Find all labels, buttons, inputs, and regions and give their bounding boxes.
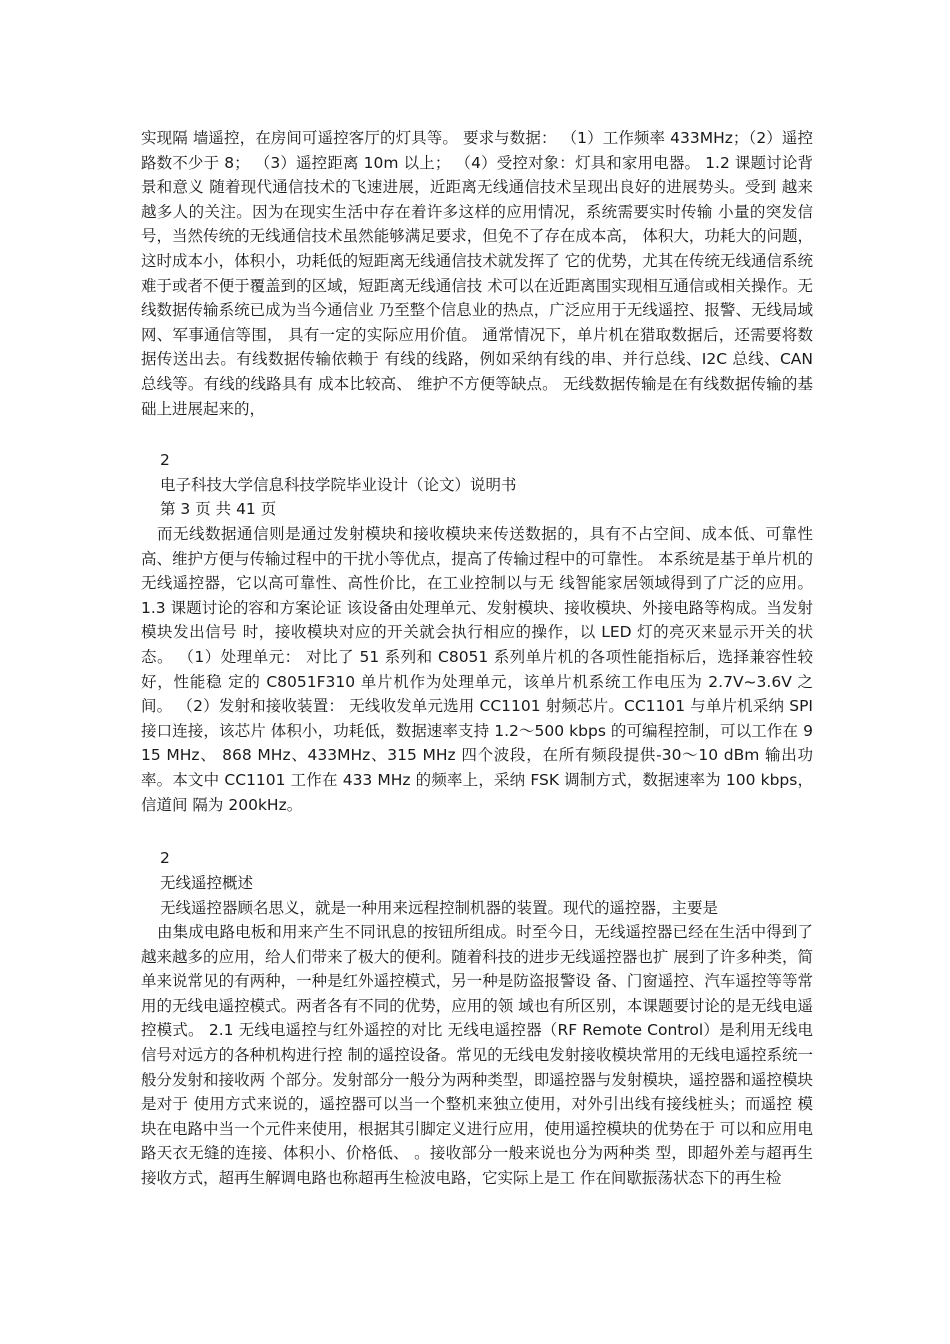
body-paragraph-3: 由集成电路电板和用来产生不同讯息的按钮所组成。时至今日，无线遥控器已经在生活中得到了越来越多的应用，给人们带来了极大的便利。随着科技的进步无线遥控器也扩 展到了许多种类，简单来说常见的有两种，一种是红外遥控模式，另一种是防盗报警设 备、门窗遥控、汽车遥控等等常用的无线电遥控模式。两者各有不同的优势，应用的领 域也有所区别，本课题要讨论的是无线电遥控模式。 2.1 无线电遥控与红外遥控的对比 无线电遥控器（RF Remote Control）是利用无线电信号对远方的各种机构进行控 制的遥控设备。常见的无线电发射接收模块常用的无线电遥控系统一般分发射和接收两 个部分。发射部分一般分为两种类型，即遥控器与发射模块，遥控器和遥控模块是对于 使用方式来说的，遥控器可以当一个整机来独立使用，对外引出线有接线桩头；而遥控 模块在电路中当一个元件来使用，根据其引脚定义进行应用，使用遥控模块的优势在于 可以和应用电路天衣无缝的连接、体积小、价格低、 。接收部分一般来说也分为两种类 型，即超外差与超再生接收方式，超再生解调电路也称超再生检波电路，它实际上是工 作在间歇振荡状态下的再生检	[141, 923, 813, 1187]
page-info: 第 3 页 共 41 页	[160, 500, 277, 518]
section-title: 无线遥控概述	[160, 874, 254, 892]
body-paragraph-2: 而无线数据通信则是通过发射模块和接收模块来传送数据的，具有不占空间、成本低、可靠性高、维护方便与传输过程中的干扰小等优点，提高了传输过程中的可靠性。 本系统是基于单片机的无线遥控器，它以高可靠性、高性价比，在工业控制以与无 线智能家居领域得到了广泛的应用。 1.3 课题讨论的容和方案论证 该设备由处理单元、发射模块、接收模块、外接电路等构成。当发射模块发出信号 时，接收模块对应的开关就会执行相应的操作，以 LED 灯的亮灭来显示开关的状态。 （1）处理单元： 对比了 51 系列和 C8051 系列单片机的各项性能指标后，选择兼容性较好，性能稳 定的 C8051F310 单片机作为处理单元，该单片机系统工作电压为 2.7V~3.6V 之间。 （2）发射和接收装置： 无线收发单元选用 CC1101 射频芯片。CC1101 与单片机采纳 SPI 接口连接，该芯片 体积小，功耗低，数据速率支持 1.2～500 kbps 的可编程控制，可以工作在 915 MHz、 868 MHz、433MHz、315 MHz 四个波段，在所有频段提供-30～10 dBm 输出功率。本文中 CC1101 工作在 433 MHz 的频率上，采纳 FSK 调制方式，数据速率为 100 kbps，信道间 隔为 200kHz。	[141, 525, 813, 814]
document-header-title: 电子科技大学信息科技学院毕业设计（论文）说明书	[160, 476, 517, 494]
page-number: 2	[160, 451, 170, 469]
page-number: 2	[160, 849, 170, 867]
body-line: 无线遥控器顾名思义，就是一种用来远程控制机器的装置。现代的遥控器，主要是	[160, 899, 719, 917]
body-paragraph-1: 实现隔 墙遥控，在房间可遥控客厅的灯具等。 要求与数据： （1）工作频率 433MHz；（2）遥控路数不少于 8； （3）遥控距离 10m 以上； （4）受控对象：灯具和家用电器。 1.2 课题讨论背景和意义 随着现代通信技术的飞速进展，近距离无线通信技术呈现出良好的进展势头。受到 越来越多人的关注。因为在现实生活中存在着许多这样的应用情况，系统需要实时传输 小量的突发信号，当然传统的无线通信技术虽然能够满足要求，但免不了存在成本高， 体积大，功耗大的问题，这时成本小，体积小，功耗低的短距离无线通信技术就发挥了 它的优势，尤其在传统无线通信系统难于或者不便于覆盖到的区域，短距离无线通信技 术可以在近距离围实现相互通信或相关操作。无线数据传输系统已成为当今通信业 乃至整个信息业的热点，广泛应用于无线遥控、报警、无线局域网、军事通信等围， 具有一定的实际应用价值。 通常情况下，单片机在猎取数据后，还需要将数据传送出去。有线数据传输依赖于 有线的线路，例如采纳有线的串、并行总线、I2C 总线、CAN 总线等。有线的线路具有 成本比较高、 维护不方便等缺点。 无线数据传输是在有线数据传输的基础上进展起来的，	[141, 129, 813, 418]
